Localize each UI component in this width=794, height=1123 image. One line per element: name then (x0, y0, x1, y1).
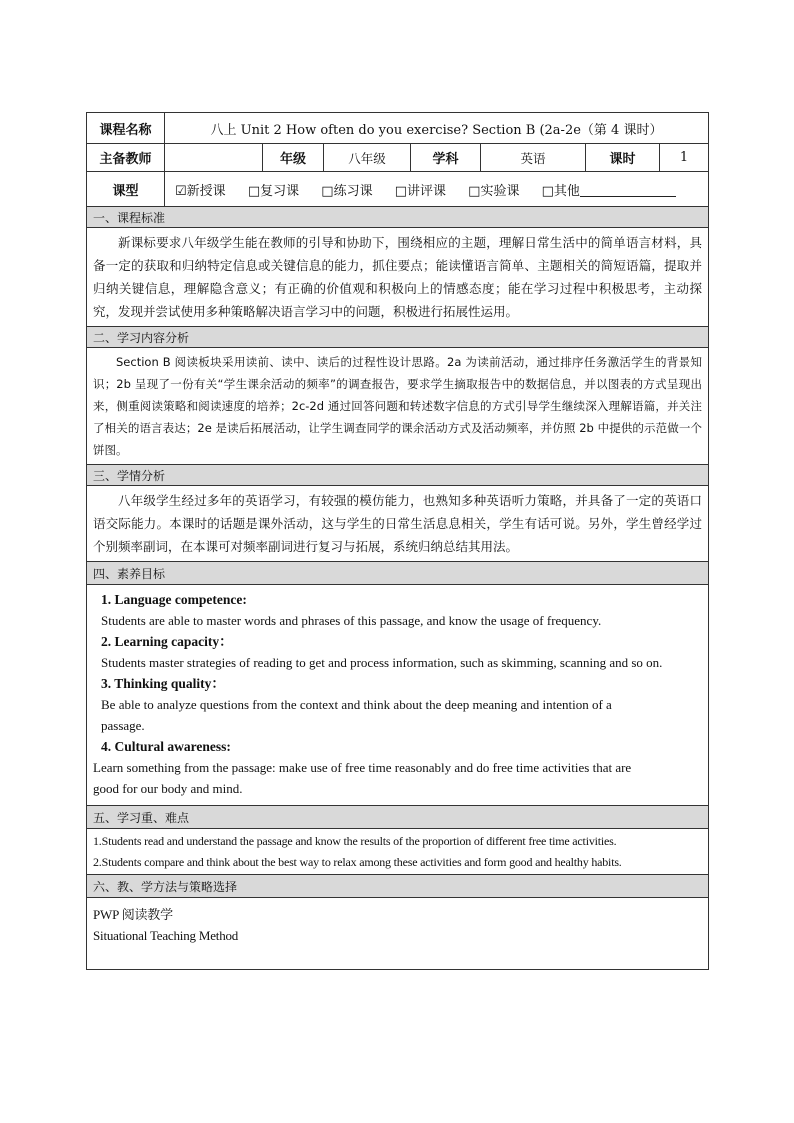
type-option-new[interactable]: ☑新授课 (175, 183, 226, 199)
section-5-header (87, 806, 709, 829)
section-1-body (87, 228, 709, 327)
section-2-title: 二、学习内容分析 (87, 327, 709, 348)
period-label: 课时 (586, 144, 660, 172)
section-5-body (87, 829, 709, 875)
lesson-plan-sheet (86, 112, 708, 970)
period-value: 1 (660, 144, 709, 172)
goal-3-text: Be able to analyze questions from the context and think about the deep meaning and intention of a passage. (101, 697, 612, 733)
checkbox-icon[interactable]: ☑ (175, 183, 187, 199)
course-name-row (87, 113, 709, 144)
goal-1-heading: 1. Language competence: (101, 592, 247, 607)
teacher-row (87, 144, 709, 172)
section-2-body (87, 348, 709, 465)
section-2-header (87, 327, 709, 348)
goal-3-heading: 3. Thinking quality： (101, 676, 225, 691)
checkbox-icon[interactable]: □ (394, 183, 408, 199)
course-name-value: 八上 Unit 2 How often do you exercise? Section B (2a-2e（第 4 课时） (165, 113, 709, 144)
course-type-row (87, 172, 709, 207)
course-name-label: 课程名称 (87, 113, 165, 144)
subject-value: 英语 (481, 144, 586, 172)
subject-label: 学科 (411, 144, 481, 172)
grade-value: 八年级 (324, 144, 411, 172)
checkbox-icon[interactable]: □ (541, 183, 554, 199)
checkbox-icon[interactable]: □ (247, 183, 261, 199)
goal-2-heading: 2. Learning capacity： (101, 634, 233, 649)
section-2-text: Section B 阅读板块采用读前、读中、读后的过程性设计思路。2a 为读前活动，通过排序任务激活学生的背景知识；2b 呈现了一份有关“学生课余活动的频率”的调查报告，要求学生摘取报告中的数据信息，并以图表的方式呈现出来，侧重阅读策略和阅读速度的培养；2c-2d 通过回答问题和转述数字信息的方式引导学生继续深入理解语篇，并关注了相关的语言表达；2e 是读后拓展活动，让学生调查同学的课余活动方式及活动频率，并仿照 2b 中提供的示范做一个饼图。 (93, 355, 702, 457)
difficulty-point-2: 2.Students compare and think about the best way to relax among these activities and form good and healthy habits. (93, 854, 622, 869)
type-option-comment[interactable]: □讲评课 (394, 183, 447, 199)
section-1-header (87, 207, 709, 228)
difficulty-point-1: 1.Students read and understand the passage and know the results of the proportion of different free time activities. (93, 834, 617, 848)
section-4-body (87, 585, 709, 806)
type-option-practice[interactable]: □练习课 (321, 183, 373, 199)
section-3-text: 八年级学生经过多年的英语学习，有较强的模仿能力，也熟知多种英语听力策略，并具备了一定的英语口语交际能力。本课时的话题是课外活动，这与学生的日常生活息息相关，学生有话可说。另外，学生曾经学过个别频率副词，在本课可对频率副词进行复习与拓展，系统归纳总结其用法。 (93, 493, 702, 554)
type-option-experiment[interactable]: □实验课 (468, 183, 520, 199)
section-6-title: 六、教、学方法与策略选择 (87, 875, 709, 898)
goal-4-heading: 4. Cultural awareness: (101, 739, 231, 754)
method-line-2: Situational Teaching Method (93, 928, 239, 943)
checkbox-icon[interactable]: □ (468, 183, 481, 199)
lesson-plan-table (86, 112, 709, 970)
section-1-text: 新课标要求八年级学生能在教师的引导和协助下，围绕相应的主题，理解日常生活中的简单语言材料，具备一定的获取和归纳特定信息或关键信息的能力，抓住要点；能读懂语言简单、主题相关的简短语篇，提取并归纳关键信息，理解隐含意义；有正确的价值观和积极向上的情感态度；能在学习过程中积极思考，主动探究，发现并尝试使用多种策略解决语言学习中的问题，积极进行拓展性运用。 (93, 235, 702, 319)
section-6-body (87, 898, 709, 970)
teacher-label: 主备教师 (87, 144, 165, 172)
course-type-options (165, 172, 709, 207)
section-6-header (87, 875, 709, 898)
grade-label: 年级 (263, 144, 324, 172)
section-3-body (87, 486, 709, 562)
section-4-title: 四、素养目标 (87, 562, 709, 585)
goal-4-text: Learn something from the passage: make use of free time reasonably and do free time activities that are good for our body and mind. (93, 760, 632, 796)
section-3-title: 三、学情分析 (87, 465, 709, 486)
section-1-title: 一、课程标准 (87, 207, 709, 228)
method-line-1: PWP 阅读教学 (93, 907, 173, 922)
other-fill-line[interactable] (580, 184, 676, 197)
section-5-title: 五、学习重、难点 (87, 806, 709, 829)
section-4-header (87, 562, 709, 585)
goal-2-text: Students master strategies of reading to get and process information, such as skimming, scanning and so on. (101, 655, 663, 670)
course-type-label: 课型 (87, 172, 165, 207)
section-3-header (87, 465, 709, 486)
teacher-value (165, 144, 263, 172)
checkbox-icon[interactable]: □ (321, 183, 334, 199)
type-option-review[interactable]: □复习课 (247, 183, 300, 199)
type-option-other[interactable]: □其他 (542, 184, 676, 199)
goal-1-text: Students are able to master words and phrases of this passage, and know the usage of frequency. (101, 613, 602, 628)
